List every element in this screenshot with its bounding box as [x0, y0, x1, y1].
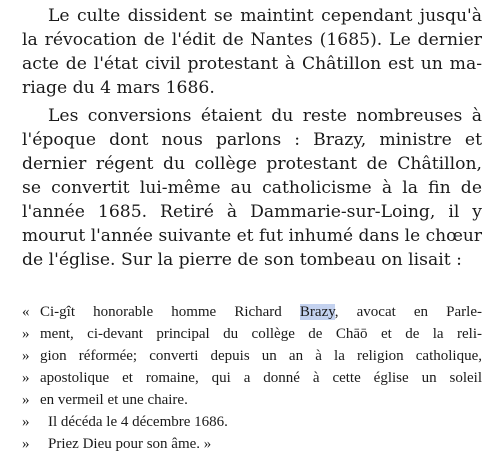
epitaph-line: apostolique et romaine, qui a donné à cette église un soleil — [40, 370, 482, 386]
text-line: la révocation de l'édit de Nantes (1685). Le dernier — [22, 30, 482, 50]
epitaph-prayer-line: Priez Dieu pour son âme. » — [48, 436, 212, 452]
text-line: riage du 4 mars 1686. — [22, 78, 215, 98]
quote-mark: » — [22, 414, 30, 430]
quote-mark: » — [22, 348, 30, 364]
epitaph-line: en vermeil et une chaire. — [40, 392, 188, 408]
quote-mark: » — [22, 370, 30, 386]
epitaph-line: gion réformée; converti depuis un an à la religion catholique, — [40, 348, 482, 364]
highlighted-name: Brazy — [299, 304, 335, 320]
epitaph-line: ment, ci-devant principal du collège de Chāō et de la reli- — [40, 326, 482, 342]
text-line: se convertit lui-même au catholicisme à la fin de — [22, 178, 482, 198]
quote-mark: » — [22, 436, 30, 452]
quote-mark: » — [22, 392, 30, 408]
epitaph-line — [40, 301, 482, 323]
text-line: mourut l'année suivante et fut inhumé dans le chœur — [22, 226, 482, 246]
epitaph-death-line: Il décéda le 4 décembre 1686. — [48, 414, 228, 430]
epitaph-text: Ci-gît honorable homme Richard — [40, 304, 300, 320]
quote-mark: « — [22, 304, 30, 320]
text-line: l'année 1685. Retiré à Dammarie-sur-Loing, il y — [22, 202, 482, 222]
text-line: de l'église. Sur la pierre de son tombeau on lisait : — [22, 250, 462, 270]
text-line: dernier régent du collège protestant de Châtillon, — [22, 154, 482, 174]
epitaph-text: , avocat en Parle- — [334, 304, 482, 320]
text-line: Le culte dissident se maintint cependant jusqu'à — [48, 6, 482, 26]
text-line: l'époque dont nous parlons : Brazy, ministre et — [22, 130, 482, 150]
text-line: acte de l'état civil protestant à Châtillon est un ma- — [22, 54, 482, 74]
text-line: Les conversions étaient du reste nombreuses à — [48, 106, 482, 126]
quote-mark: » — [22, 326, 30, 342]
